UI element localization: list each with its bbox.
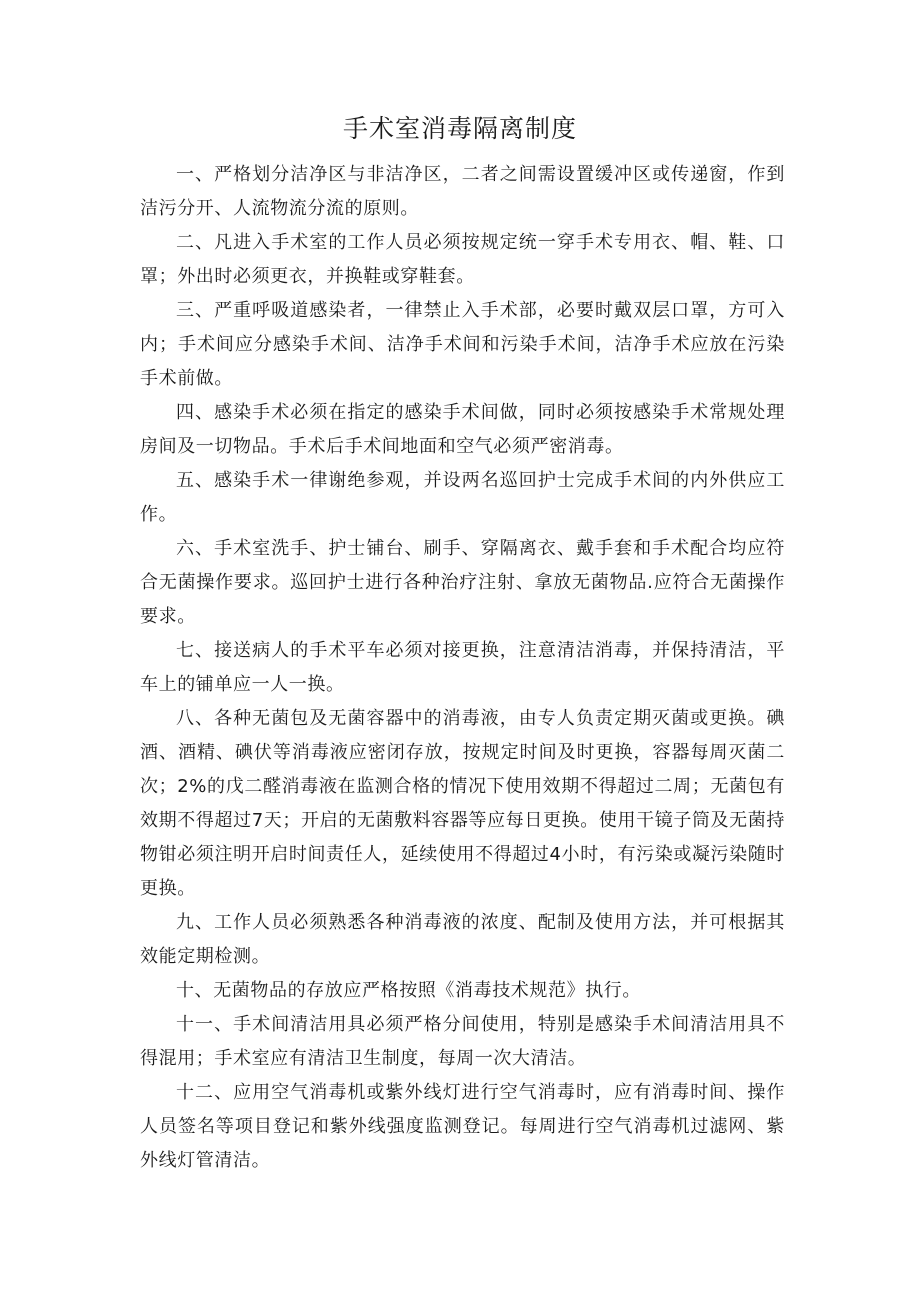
paragraph-6: 六、手术室洗手、护士铺台、刷手、穿隔离衣、戴手套和手术配合均应符合无菌操作要求。巡回护士进行各种治疗注射、拿放无菌物品.应符合无菌操作要求。 [140,538,785,627]
paragraph-8: 八、各种无菌包及无菌容器中的消毒液，由专人负责定期灭菌或更换。碘酒、酒精、碘伏等消毒液应密闭存放，按规定时间及时更换，容器每周灭菌二次；2%的戊二醛消毒液在监测合格的情况下使用效期不得超过二周；无菌包有效期不得超过7天；开启的无菌敷料容器等应每日更换。使用干镜子筒及无菌持物钳必须注明开启时间责任人，延续使用不得超过4小时，有污染或凝污染随时更换。 [140,708,785,899]
paragraph-7: 七、接送病人的手术平车必须对接更换，注意清洁消毒，并保持清洁，平车上的铺单应一人一换。 [140,640,785,695]
paragraph-9: 九、工作人员必须熟悉各种消毒液的浓度、配制及使用方法，并可根据其效能定期检测。 [140,912,785,967]
paragraph-2: 二、凡进入手术室的工作人员必须按规定统一穿手术专用衣、帽、鞋、口罩；外出时必须更衣，并换鞋或穿鞋套。 [140,232,785,287]
paragraph-10: 十、无菌物品的存放应严格按照《消毒技术规范》执行。 [176,980,641,1001]
paragraph-11: 十一、手术间清洁用具必须严格分间使用，特别是感染手术间清洁用具不得混用；手术室应有清洁卫生制度，每周一次大清洁。 [140,1014,785,1069]
paragraph-12: 十二、应用空气消毒机或紫外线灯进行空气消毒时，应有消毒时间、操作人员签名等项目登记和紫外线强度监测登记。每周进行空气消毒机过滤网、紫外线灯管清洁。 [140,1082,785,1171]
paragraph-1: 一、严格划分洁净区与非洁净区，二者之间需设置缓冲区或传递窗，作到洁污分开、人流物流分流的原则。 [140,164,785,219]
document-body [140,158,785,1178]
document-title: 手术室消毒隔离制度 [342,114,577,143]
paragraph-4: 四、感染手术必须在指定的感染手术间做，同时必须按感染手术常规处理房间及一切物品。手术后手术间地面和空气必须严密消毒。 [140,402,785,457]
paragraph-5: 五、感染手术一律谢绝参观，并设两名巡回护士完成手术间的内外供应工作。 [140,470,785,525]
paragraph-3: 三、严重呼吸道感染者，一律禁止入手术部，必要时戴双层口罩，方可入内；手术间应分感染手术间、洁净手术间和污染手术间，洁净手术应放在污染手术前做。 [140,300,785,389]
